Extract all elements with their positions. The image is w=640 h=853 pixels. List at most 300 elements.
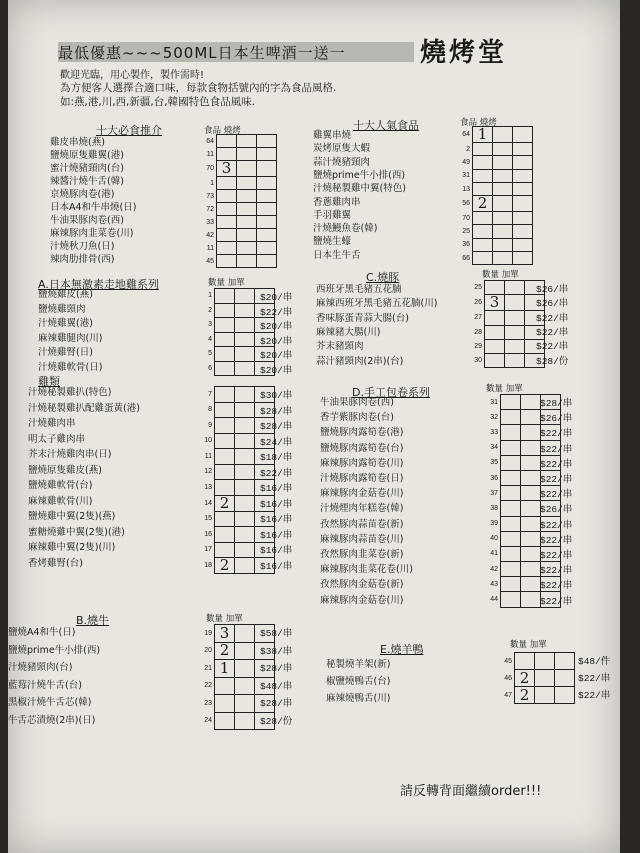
promo-text: 最低優惠~~~500ML日本生啤酒一送一 <box>58 44 346 62</box>
add-order-cell[interactable] <box>513 238 533 251</box>
item-number: 35 <box>490 459 498 467</box>
add-order-cell[interactable] <box>513 252 533 265</box>
item-number: 17 <box>204 546 212 554</box>
add-order-cell[interactable] <box>237 229 257 242</box>
item-price: $20/串 <box>260 292 293 303</box>
quantity-cell[interactable] <box>217 216 237 229</box>
quantity-cell[interactable] <box>215 387 235 403</box>
item-price: $38/串 <box>260 645 293 657</box>
menu-item: 明太子雞肉串 <box>28 433 86 445</box>
add-order-cell[interactable] <box>513 156 533 169</box>
quantity-cell[interactable] <box>215 695 235 713</box>
order-grid-row <box>200 148 277 161</box>
add-order-cell[interactable] <box>235 303 255 318</box>
quantity-cell[interactable] <box>473 156 493 169</box>
menu-item: 麻辣雞軟骨(川) <box>28 495 93 507</box>
add-order-cell[interactable] <box>235 542 255 558</box>
order-grid-row <box>498 653 575 670</box>
item-number: 70 <box>462 214 470 222</box>
quantity-cell[interactable] <box>501 592 521 607</box>
add-order-cell[interactable] <box>235 418 255 434</box>
order-grid-row <box>456 156 533 169</box>
quantity-cell[interactable] <box>501 546 521 561</box>
add-order-cell[interactable] <box>237 190 257 203</box>
menu-item: 京燒豚肉卷(港) <box>50 189 115 200</box>
footer-note: 請反轉背面繼續order!!! <box>400 784 542 799</box>
qty-header-top10: 食品 燒烤 <box>204 126 241 136</box>
add-order-cell[interactable] <box>521 516 541 531</box>
quantity-cell[interactable] <box>485 325 505 339</box>
intro-line-1: 歡迎光臨，用心製作，製作需時! <box>60 70 205 81</box>
quantity-cell[interactable] <box>215 361 235 376</box>
quantity-cell[interactable] <box>215 418 235 434</box>
item-price: $16/串 <box>260 498 293 510</box>
add-order-cell[interactable] <box>237 203 257 216</box>
order-grid-top10b <box>456 126 533 265</box>
menu-item: 汁燒雞翼(港) <box>38 318 93 329</box>
quantity-cell[interactable] <box>215 318 235 333</box>
add-order-cell[interactable] <box>235 332 255 347</box>
item-number: 25 <box>462 228 470 236</box>
item-price: $28/串 <box>260 421 293 432</box>
quantity-cell[interactable] <box>215 712 235 730</box>
add-order-cell[interactable] <box>493 196 513 212</box>
add-order-cell[interactable] <box>513 196 533 212</box>
quantity-cell[interactable] <box>501 455 521 470</box>
item-price: $22/串 <box>540 550 573 561</box>
item-price: $48/串 <box>260 680 293 692</box>
add-order-cell[interactable] <box>513 143 533 156</box>
quantity-cell[interactable] <box>215 677 235 695</box>
add-order-cell[interactable] <box>235 495 255 511</box>
add-order-cell[interactable] <box>555 670 575 687</box>
quantity-cell[interactable] <box>217 203 237 216</box>
order-grid-row <box>498 670 575 687</box>
item-number: 31 <box>490 398 498 406</box>
item-number: 36 <box>490 474 498 482</box>
quantity-cell[interactable]: 3 <box>217 161 237 177</box>
add-order-cell[interactable] <box>237 177 257 190</box>
order-grid-row <box>200 190 277 203</box>
item-price: $22/串 <box>540 519 573 531</box>
add-order-cell[interactable] <box>493 238 513 251</box>
add-order-cell[interactable] <box>237 242 257 255</box>
item-number: 73 <box>206 192 214 200</box>
add-order-cell[interactable] <box>535 653 555 670</box>
menu-item: 鹽燒原隻雞皮(燕) <box>28 464 102 476</box>
item-number: 11 <box>206 150 214 158</box>
quantity-cell[interactable] <box>473 238 493 251</box>
item-price: $22/串 <box>536 312 569 324</box>
add-order-cell[interactable] <box>521 395 541 410</box>
item-number: 30 <box>474 357 482 365</box>
quantity-cell[interactable] <box>485 354 505 368</box>
qty-header-c: 數量 加單 <box>482 270 519 280</box>
quantity-cell[interactable] <box>215 289 235 304</box>
quantity-cell[interactable] <box>501 410 521 425</box>
quantity-cell[interactable] <box>501 562 521 577</box>
item-number: 16 <box>204 530 212 538</box>
item-number: 18 <box>204 562 212 569</box>
item-number: 43 <box>490 580 498 588</box>
add-order-cell[interactable] <box>235 480 255 496</box>
item-number: 5 <box>208 350 212 358</box>
add-order-cell[interactable] <box>521 440 541 455</box>
item-number: 45 <box>206 257 214 265</box>
item-number: 39 <box>490 520 498 528</box>
item-price: $22/串 <box>540 580 573 592</box>
menu-sheet <box>8 0 620 853</box>
quantity-cell[interactable] <box>473 143 493 156</box>
order-grid-row <box>456 252 533 265</box>
item-number: 45 <box>504 657 512 665</box>
menu-item: 麻辣西班牙黑毛豬五花腩(川) <box>316 298 438 310</box>
quantity-cell[interactable]: 2 <box>215 558 235 574</box>
add-order-cell[interactable] <box>235 527 255 543</box>
add-order-cell[interactable] <box>505 325 525 339</box>
add-order-cell[interactable] <box>237 148 257 161</box>
quantity-cell[interactable] <box>215 332 235 347</box>
quantity-cell[interactable] <box>501 470 521 485</box>
menu-item: 鹽燒生蠔 <box>313 236 352 248</box>
item-price: $20/串 <box>260 364 293 376</box>
add-order-cell[interactable] <box>257 177 277 190</box>
quantity-cell[interactable] <box>515 653 535 670</box>
add-order-cell[interactable] <box>235 449 255 465</box>
menu-item: 麻辣豚肉金菇卷(川) <box>320 594 404 606</box>
item-price: $26/串 <box>536 284 569 295</box>
intro-line-2: 為方便客人選擇合適口味，每款食物括號內的字為食品風格. <box>60 82 337 94</box>
item-number: 1 <box>208 292 212 300</box>
menu-item: 雞翼串燒 <box>313 130 352 141</box>
add-order-cell[interactable] <box>521 425 541 440</box>
item-number: 8 <box>208 406 212 414</box>
add-order-cell[interactable] <box>235 660 255 678</box>
quantity-cell[interactable] <box>215 527 235 543</box>
add-order-cell[interactable] <box>505 354 525 368</box>
menu-item: 芥末汁燒雞肉串(日) <box>28 449 112 460</box>
add-order-cell[interactable] <box>235 511 255 527</box>
add-order-cell[interactable] <box>235 361 255 376</box>
item-number: 6 <box>208 364 212 372</box>
order-grid-top10 <box>200 134 277 268</box>
add-order-cell[interactable] <box>521 577 541 592</box>
item-price: $20/串 <box>260 350 293 361</box>
item-price: $24/串 <box>260 436 293 448</box>
quantity-cell[interactable]: 2 <box>215 495 235 511</box>
brand-logo: 燒烤堂 <box>420 38 508 68</box>
menu-item: 鹽燒豚肉露筍卷(台) <box>320 442 404 454</box>
quantity-cell[interactable] <box>217 255 237 268</box>
menu-item: 日本A4和牛串燒(日) <box>50 202 137 213</box>
item-number: 34 <box>490 444 498 452</box>
add-order-cell[interactable] <box>235 387 255 403</box>
menu-item: 辣肉肋排骨(西) <box>50 254 115 265</box>
add-order-cell[interactable] <box>257 216 277 229</box>
quantity-cell[interactable] <box>501 395 521 410</box>
add-order-cell[interactable] <box>257 242 277 255</box>
menu-item: 辣醬汁燒牛舌(韓) <box>50 176 124 187</box>
item-price: $22/串 <box>536 326 569 338</box>
add-order-cell[interactable] <box>493 127 513 143</box>
quantity-cell[interactable]: 1 <box>473 127 493 143</box>
add-order-cell[interactable] <box>235 558 255 574</box>
add-order-cell[interactable] <box>521 470 541 485</box>
quantity-cell[interactable]: 2 <box>515 670 535 687</box>
quantity-cell[interactable] <box>215 402 235 418</box>
quantity-cell[interactable] <box>473 169 493 182</box>
add-order-cell[interactable] <box>521 455 541 470</box>
quantity-cell[interactable] <box>215 347 235 362</box>
add-order-cell[interactable] <box>237 216 257 229</box>
item-price: $22/串 <box>540 443 573 455</box>
add-order-cell[interactable] <box>513 212 533 225</box>
add-order-cell[interactable] <box>513 169 533 182</box>
quantity-cell[interactable] <box>501 531 521 546</box>
add-order-cell[interactable] <box>257 203 277 216</box>
promo-banner <box>58 42 414 62</box>
quantity-cell[interactable] <box>215 480 235 496</box>
menu-item: 鹽燒豚肉露筍卷(港) <box>320 427 404 439</box>
qty-header-d: 數量 加單 <box>486 384 523 394</box>
order-grid-row <box>456 182 533 195</box>
item-number: 22 <box>204 682 212 690</box>
quantity-cell[interactable] <box>215 433 235 449</box>
add-order-cell[interactable] <box>257 161 277 177</box>
add-order-cell[interactable] <box>505 339 525 353</box>
menu-item: 鹽燒原隻雞翼(港) <box>50 150 124 161</box>
quantity-cell[interactable] <box>485 339 505 353</box>
item-number: 29 <box>474 343 482 351</box>
add-order-cell[interactable] <box>521 546 541 561</box>
item-price: $28/串 <box>260 663 293 674</box>
quantity-cell[interactable] <box>215 511 235 527</box>
add-order-cell[interactable] <box>257 135 277 148</box>
item-number: 4 <box>208 335 212 343</box>
menu-item: 牛油果豚肉卷(西) <box>50 215 124 226</box>
menu-item: 西班牙黑毛豬五花腩 <box>316 284 402 295</box>
quantity-cell[interactable] <box>215 449 235 465</box>
menu-item: 麻辣豚肉韭菜卷(川) <box>50 228 134 239</box>
item-price: $22/串 <box>578 673 611 684</box>
add-order-cell[interactable] <box>235 347 255 362</box>
quantity-cell[interactable] <box>485 311 505 325</box>
quantity-cell[interactable] <box>215 464 235 480</box>
add-order-cell[interactable] <box>505 295 525 311</box>
quantity-cell[interactable] <box>473 212 493 225</box>
quantity-cell[interactable] <box>501 501 521 516</box>
add-order-cell[interactable] <box>257 255 277 268</box>
add-order-cell[interactable] <box>257 148 277 161</box>
add-order-cell[interactable] <box>513 127 533 143</box>
add-order-cell[interactable] <box>235 642 255 660</box>
quantity-cell[interactable] <box>215 303 235 318</box>
add-order-cell[interactable] <box>235 433 255 449</box>
add-order-cell[interactable] <box>493 212 513 225</box>
item-number: 56 <box>462 200 470 208</box>
section-title-top10: 十大必食推介 <box>96 124 162 137</box>
menu-item: 汁燒秋刀魚(日) <box>50 241 115 252</box>
menu-item: 汁燒煙肉年糕卷(韓) <box>320 503 404 515</box>
add-order-cell[interactable] <box>493 156 513 169</box>
item-number: 64 <box>462 131 470 138</box>
add-order-cell[interactable] <box>235 289 255 304</box>
order-grid-e <box>498 652 575 704</box>
quantity-cell[interactable] <box>217 190 237 203</box>
item-price: $48/件 <box>578 656 611 667</box>
quantity-cell[interactable] <box>473 225 493 238</box>
item-price: $16/串 <box>260 560 293 572</box>
add-order-cell[interactable] <box>521 592 541 607</box>
quantity-cell[interactable]: 2 <box>515 687 535 704</box>
item-number: 33 <box>206 218 214 226</box>
add-order-cell[interactable] <box>235 318 255 333</box>
menu-item: 蒜汁燒豬頸肉 <box>313 156 371 168</box>
section-title-c: C.燒豚 <box>366 271 400 284</box>
add-order-cell[interactable] <box>235 464 255 480</box>
add-order-cell[interactable] <box>535 670 555 687</box>
item-number: 41 <box>490 550 498 558</box>
add-order-cell[interactable] <box>555 687 575 704</box>
add-order-cell[interactable] <box>235 677 255 695</box>
add-order-cell[interactable] <box>513 225 533 238</box>
quantity-cell[interactable] <box>501 516 521 531</box>
item-price: $22/串 <box>540 489 573 501</box>
add-order-cell[interactable] <box>237 161 257 177</box>
add-order-cell[interactable] <box>521 531 541 546</box>
order-grid-row <box>200 255 277 268</box>
menu-item: 汁燒雞肉串 <box>28 418 76 429</box>
item-price: $16/串 <box>260 545 293 556</box>
quantity-cell[interactable] <box>473 252 493 265</box>
item-number: 14 <box>204 499 212 507</box>
order-grid-row <box>468 325 545 339</box>
order-grid-row <box>468 311 545 325</box>
add-order-cell[interactable] <box>513 182 533 195</box>
item-price: $20/串 <box>260 321 293 332</box>
item-number: 7 <box>208 390 212 398</box>
add-order-cell[interactable] <box>257 190 277 203</box>
order-grid-row <box>498 687 575 704</box>
add-order-cell[interactable] <box>493 182 513 195</box>
item-number: 21 <box>204 664 212 672</box>
menu-item: 汁燒秘製雞扒配雞蛋黃(港) <box>28 402 140 414</box>
add-order-cell[interactable] <box>505 281 525 295</box>
order-grid-row <box>456 169 533 182</box>
order-grid-row <box>200 242 277 255</box>
quantity-cell[interactable]: 2 <box>215 642 235 660</box>
quantity-cell[interactable]: 2 <box>473 196 493 212</box>
quantity-cell[interactable] <box>217 135 237 148</box>
menu-item: 鹽燒雞中翼(2隻)(燕) <box>28 511 116 522</box>
menu-item: 汁燒秘製雞扒(特色) <box>28 387 112 398</box>
section-title-e: E.燒羊鴨 <box>380 643 424 656</box>
add-order-cell[interactable] <box>521 501 541 516</box>
add-order-cell[interactable] <box>493 252 513 265</box>
add-order-cell[interactable] <box>521 410 541 425</box>
quantity-cell[interactable]: 3 <box>215 625 235 643</box>
menu-item: 香味豚蛋青蒜大腸(台) <box>316 312 409 324</box>
add-order-cell[interactable] <box>535 687 555 704</box>
add-order-cell[interactable] <box>237 135 257 148</box>
order-grid-row <box>200 229 277 242</box>
menu-item: 孜然豚肉韭菜卷(新) <box>320 549 404 560</box>
item-number: 37 <box>490 489 498 497</box>
menu-item: 孜然豚肉蒜苗卷(新) <box>320 518 404 530</box>
add-order-cell[interactable] <box>521 486 541 501</box>
item-number: 25 <box>474 284 482 292</box>
order-grid-row <box>468 281 545 295</box>
quantity-cell[interactable]: 3 <box>485 295 505 311</box>
item-number: 72 <box>206 205 214 213</box>
item-price: $22/串 <box>578 690 611 701</box>
quantity-cell[interactable] <box>501 425 521 440</box>
menu-item: 黑椒汁燒牛舌芯(韓) <box>8 697 92 708</box>
item-number: 10 <box>204 437 212 445</box>
add-order-cell[interactable] <box>235 695 255 713</box>
item-price: $16/串 <box>260 529 293 541</box>
item-price: $16/串 <box>260 483 293 494</box>
add-order-cell[interactable] <box>235 625 255 643</box>
item-number: 3 <box>208 321 212 329</box>
item-price: $26/串 <box>540 413 573 425</box>
add-order-cell[interactable] <box>257 229 277 242</box>
add-order-cell[interactable] <box>493 169 513 182</box>
add-order-cell[interactable] <box>521 562 541 577</box>
menu-item: 日本生牛舌 <box>313 249 361 261</box>
menu-item: 汁燒雞軟骨(日) <box>38 361 103 373</box>
menu-item: 手羽雞翼 <box>313 209 352 221</box>
item-number: 36 <box>462 241 470 249</box>
item-number: 47 <box>504 691 512 699</box>
quantity-cell[interactable]: 1 <box>215 660 235 678</box>
order-grid-row <box>200 135 277 148</box>
add-order-cell[interactable] <box>235 402 255 418</box>
quantity-cell[interactable] <box>217 229 237 242</box>
order-grid-row <box>468 354 545 368</box>
menu-item: 麻辣豬大腸(川) <box>316 326 381 338</box>
quantity-cell[interactable] <box>217 242 237 255</box>
menu-item: 香芋紫豚肉卷(台) <box>320 412 394 424</box>
item-price: $26/串 <box>536 298 569 310</box>
quantity-cell[interactable] <box>217 177 237 190</box>
menu-item: 孜然豚肉金菇卷(新) <box>320 579 404 591</box>
quantity-cell[interactable] <box>501 486 521 501</box>
order-grid-row <box>200 203 277 216</box>
item-number: 11 <box>204 452 212 460</box>
qty-header-a: 數量 加單 <box>208 278 245 288</box>
item-price: $30/串 <box>260 390 293 401</box>
item-number: 49 <box>462 158 470 166</box>
menu-item: 鹽燒A4和牛(日) <box>8 627 76 638</box>
quantity-cell[interactable] <box>501 577 521 592</box>
section-title-d: D.手工包卷系列 <box>352 386 430 399</box>
quantity-cell[interactable] <box>501 440 521 455</box>
add-order-cell[interactable] <box>493 143 513 156</box>
add-order-cell[interactable] <box>493 225 513 238</box>
menu-item: 牛油果豚肉卷(西) <box>320 397 394 408</box>
order-grid-row <box>456 238 533 251</box>
item-price: $22/串 <box>260 467 293 479</box>
item-number: 26 <box>474 299 482 307</box>
qty-header-top10b: 食品 燒烤 <box>460 118 497 128</box>
add-order-cell[interactable] <box>237 255 257 268</box>
item-number: 40 <box>490 535 498 543</box>
menu-item: 香蔥雞肉串 <box>313 196 361 208</box>
add-order-cell[interactable] <box>555 653 575 670</box>
add-order-cell[interactable] <box>505 311 525 325</box>
add-order-cell[interactable] <box>235 712 255 730</box>
